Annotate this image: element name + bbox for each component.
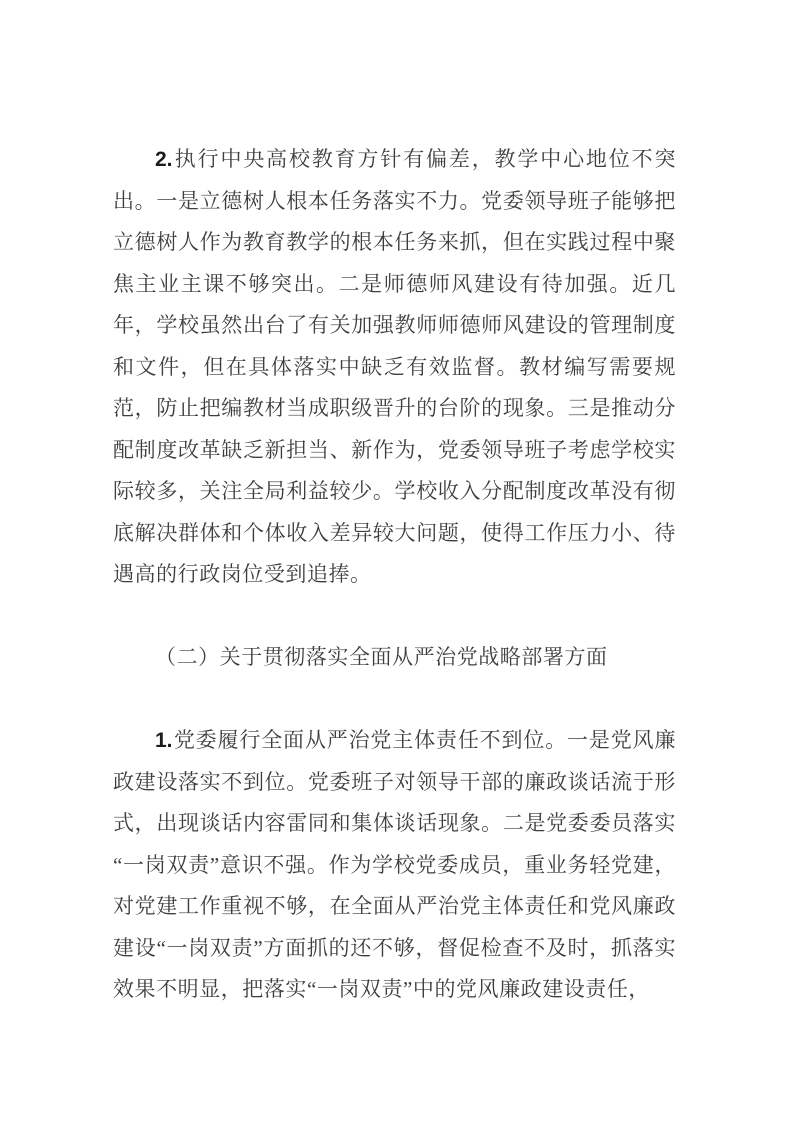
paragraph-text: 党委履行全面从严治党主体责任不到位。一是党风廉政建设落实不到位。党委班子对领导干部的廉政谈话流于形式，出现谈话内容雷同和集体谈话现象。二是党委委员落实“一岗双责”意识不强。作为学校党委成员，重业务轻党建，对党建工作重视不够，在全面从严治党主体责任和党风廉政建设“一岗双责”方面抓的还不够，督促检查不及时，抓落实效果不明显，把落实“一岗双责”中的党风廉政建设责任， — [113, 728, 676, 1001]
section-heading — [113, 637, 676, 679]
paragraph-party-responsibility-issues — [113, 720, 676, 1011]
paragraph-education-policy-issues — [113, 139, 676, 596]
paragraph-text: 执行中央高校教育方针有偏差，教学中心地位不突出。一是立德树人根本任务落实不力。党委领导班子能够把立德树人作为教育教学的根本任务来抓，但在实践过程中聚焦主业主课不够突出。二是师德师风建设有待加强。近几年，学校虽然出台了有关加强教师师德师风建设的管理制度和文件，但在具体落实中缺乏有效监督。教材编写需要规范，防止把编教材当成职级晋升的台阶的现象。三是推动分配制度改革缺乏新担当、新作为，党委领导班子考虑学校实际较多，关注全局利益较少。学校收入分配制度改革没有彻底解决群体和个体收入差异较大问题，使得工作压力小、待遇高的行政岗位受到追捧。 — [113, 147, 676, 586]
paragraph-number: 2. — [155, 148, 173, 171]
paragraph-number: 1. — [155, 729, 173, 752]
section-heading-text: （二）关于贯彻落实全面从严治党战略部署方面 — [155, 645, 608, 669]
